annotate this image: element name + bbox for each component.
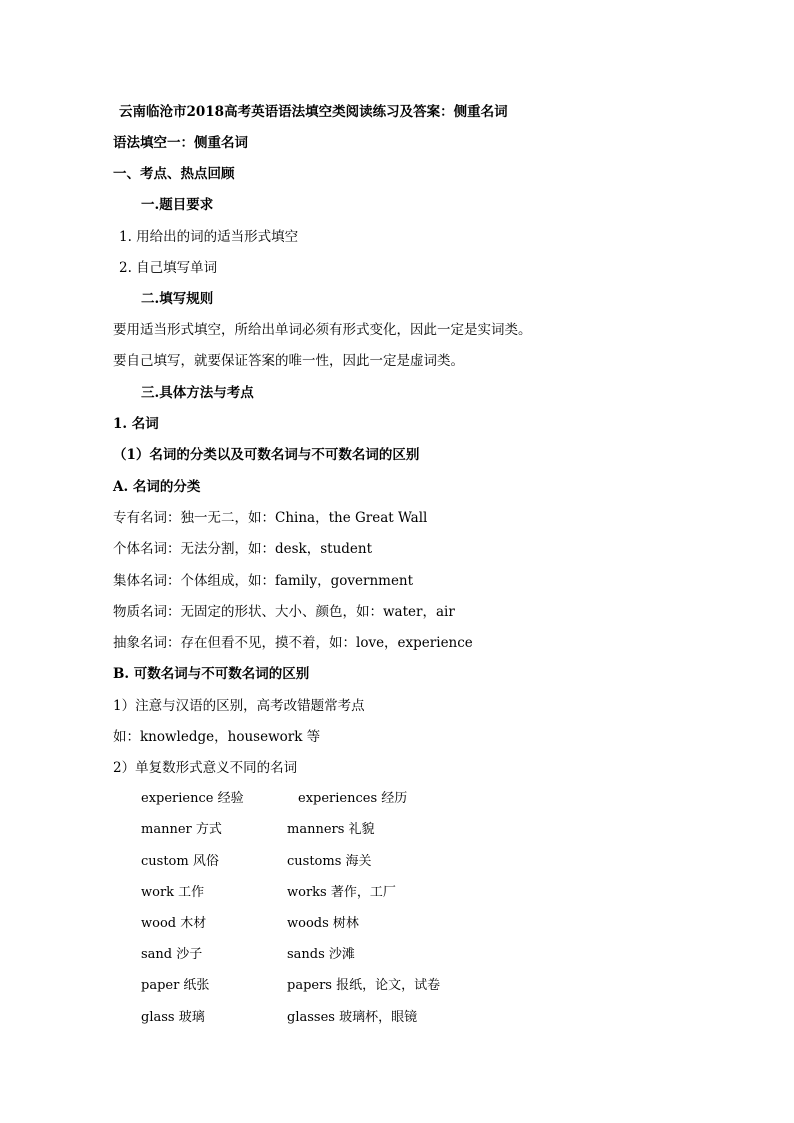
pair-plural: works 著作，工厂 (287, 885, 396, 900)
pair-singular: custom 风俗 (141, 854, 219, 869)
class-line-collective: 集体名词：个体组成，如：family，government (113, 573, 414, 589)
pair-plural: manners 礼貌 (287, 822, 375, 837)
countable-heading: B. 可数名词与不可数名词的区别 (113, 666, 310, 682)
document-title: 云南临沧市2018高考英语语法填空类阅读练习及答案：侧重名词 (119, 104, 508, 120)
noun-heading: 1. 名词 (113, 416, 159, 432)
class-line-individual: 个体名词：无法分割，如：desk，student (113, 541, 373, 557)
pair-plural: woods 树林 (287, 916, 359, 931)
pair-singular: work 工作 (141, 885, 205, 900)
class-line-proper: 专有名词：独一无二，如：China，the Great Wall (113, 510, 428, 526)
pair-plural: sands 沙滩 (287, 947, 355, 962)
class-line-material: 物质名词：无固定的形状、大小、颜色，如：water，air (113, 604, 455, 620)
requirement-item-2: 2. 自己填写单词 (119, 260, 218, 276)
note-line-1: 1）注意与汉语的区别，高考改错题常考点 (113, 698, 365, 714)
pair-singular: sand 沙子 (141, 947, 203, 962)
pair-singular: manner 方式 (141, 822, 222, 837)
subheading-rules: 二.填写规则 (141, 291, 214, 307)
classification-heading: A. 名词的分类 (113, 479, 201, 495)
rule-line-1: 要用适当形式填空，所给出单词必须有形式变化，因此一定是实词类。 (113, 322, 532, 338)
pair-plural: customs 海关 (287, 854, 372, 869)
pair-singular: glass 玻璃 (141, 1010, 205, 1025)
pair-plural: papers 报纸，论文，试卷 (287, 978, 441, 993)
class-line-abstract: 抽象名词：存在但看不见，摸不着，如：love，experience (113, 635, 473, 651)
noun-subheading: （1）名词的分类以及可数名词与不可数名词的区别 (113, 447, 420, 463)
pair-singular: wood 木材 (141, 916, 207, 931)
subheading-methods: 三.具体方法与考点 (141, 385, 254, 401)
subheading-requirements: 一.题目要求 (141, 197, 214, 213)
rule-line-2: 要自己填写，就要保证答案的唯一性，因此一定是虚词类。 (113, 353, 464, 369)
pair-singular: paper 纸张 (141, 978, 210, 993)
pair-plural: experiences 经历 (298, 791, 408, 806)
note-line-2: 2）单复数形式意义不同的名词 (113, 760, 298, 776)
pair-plural: glasses 玻璃杯，眼镜 (287, 1010, 418, 1025)
note-example: 如：knowledge，housework 等 (113, 729, 321, 745)
section-title: 语法填空一：侧重名词 (113, 135, 248, 151)
requirement-item-1: 1. 用给出的词的适当形式填空 (119, 229, 299, 245)
heading-review: 一、考点、热点回顾 (113, 166, 235, 182)
pair-singular: experience 经验 (141, 791, 244, 806)
